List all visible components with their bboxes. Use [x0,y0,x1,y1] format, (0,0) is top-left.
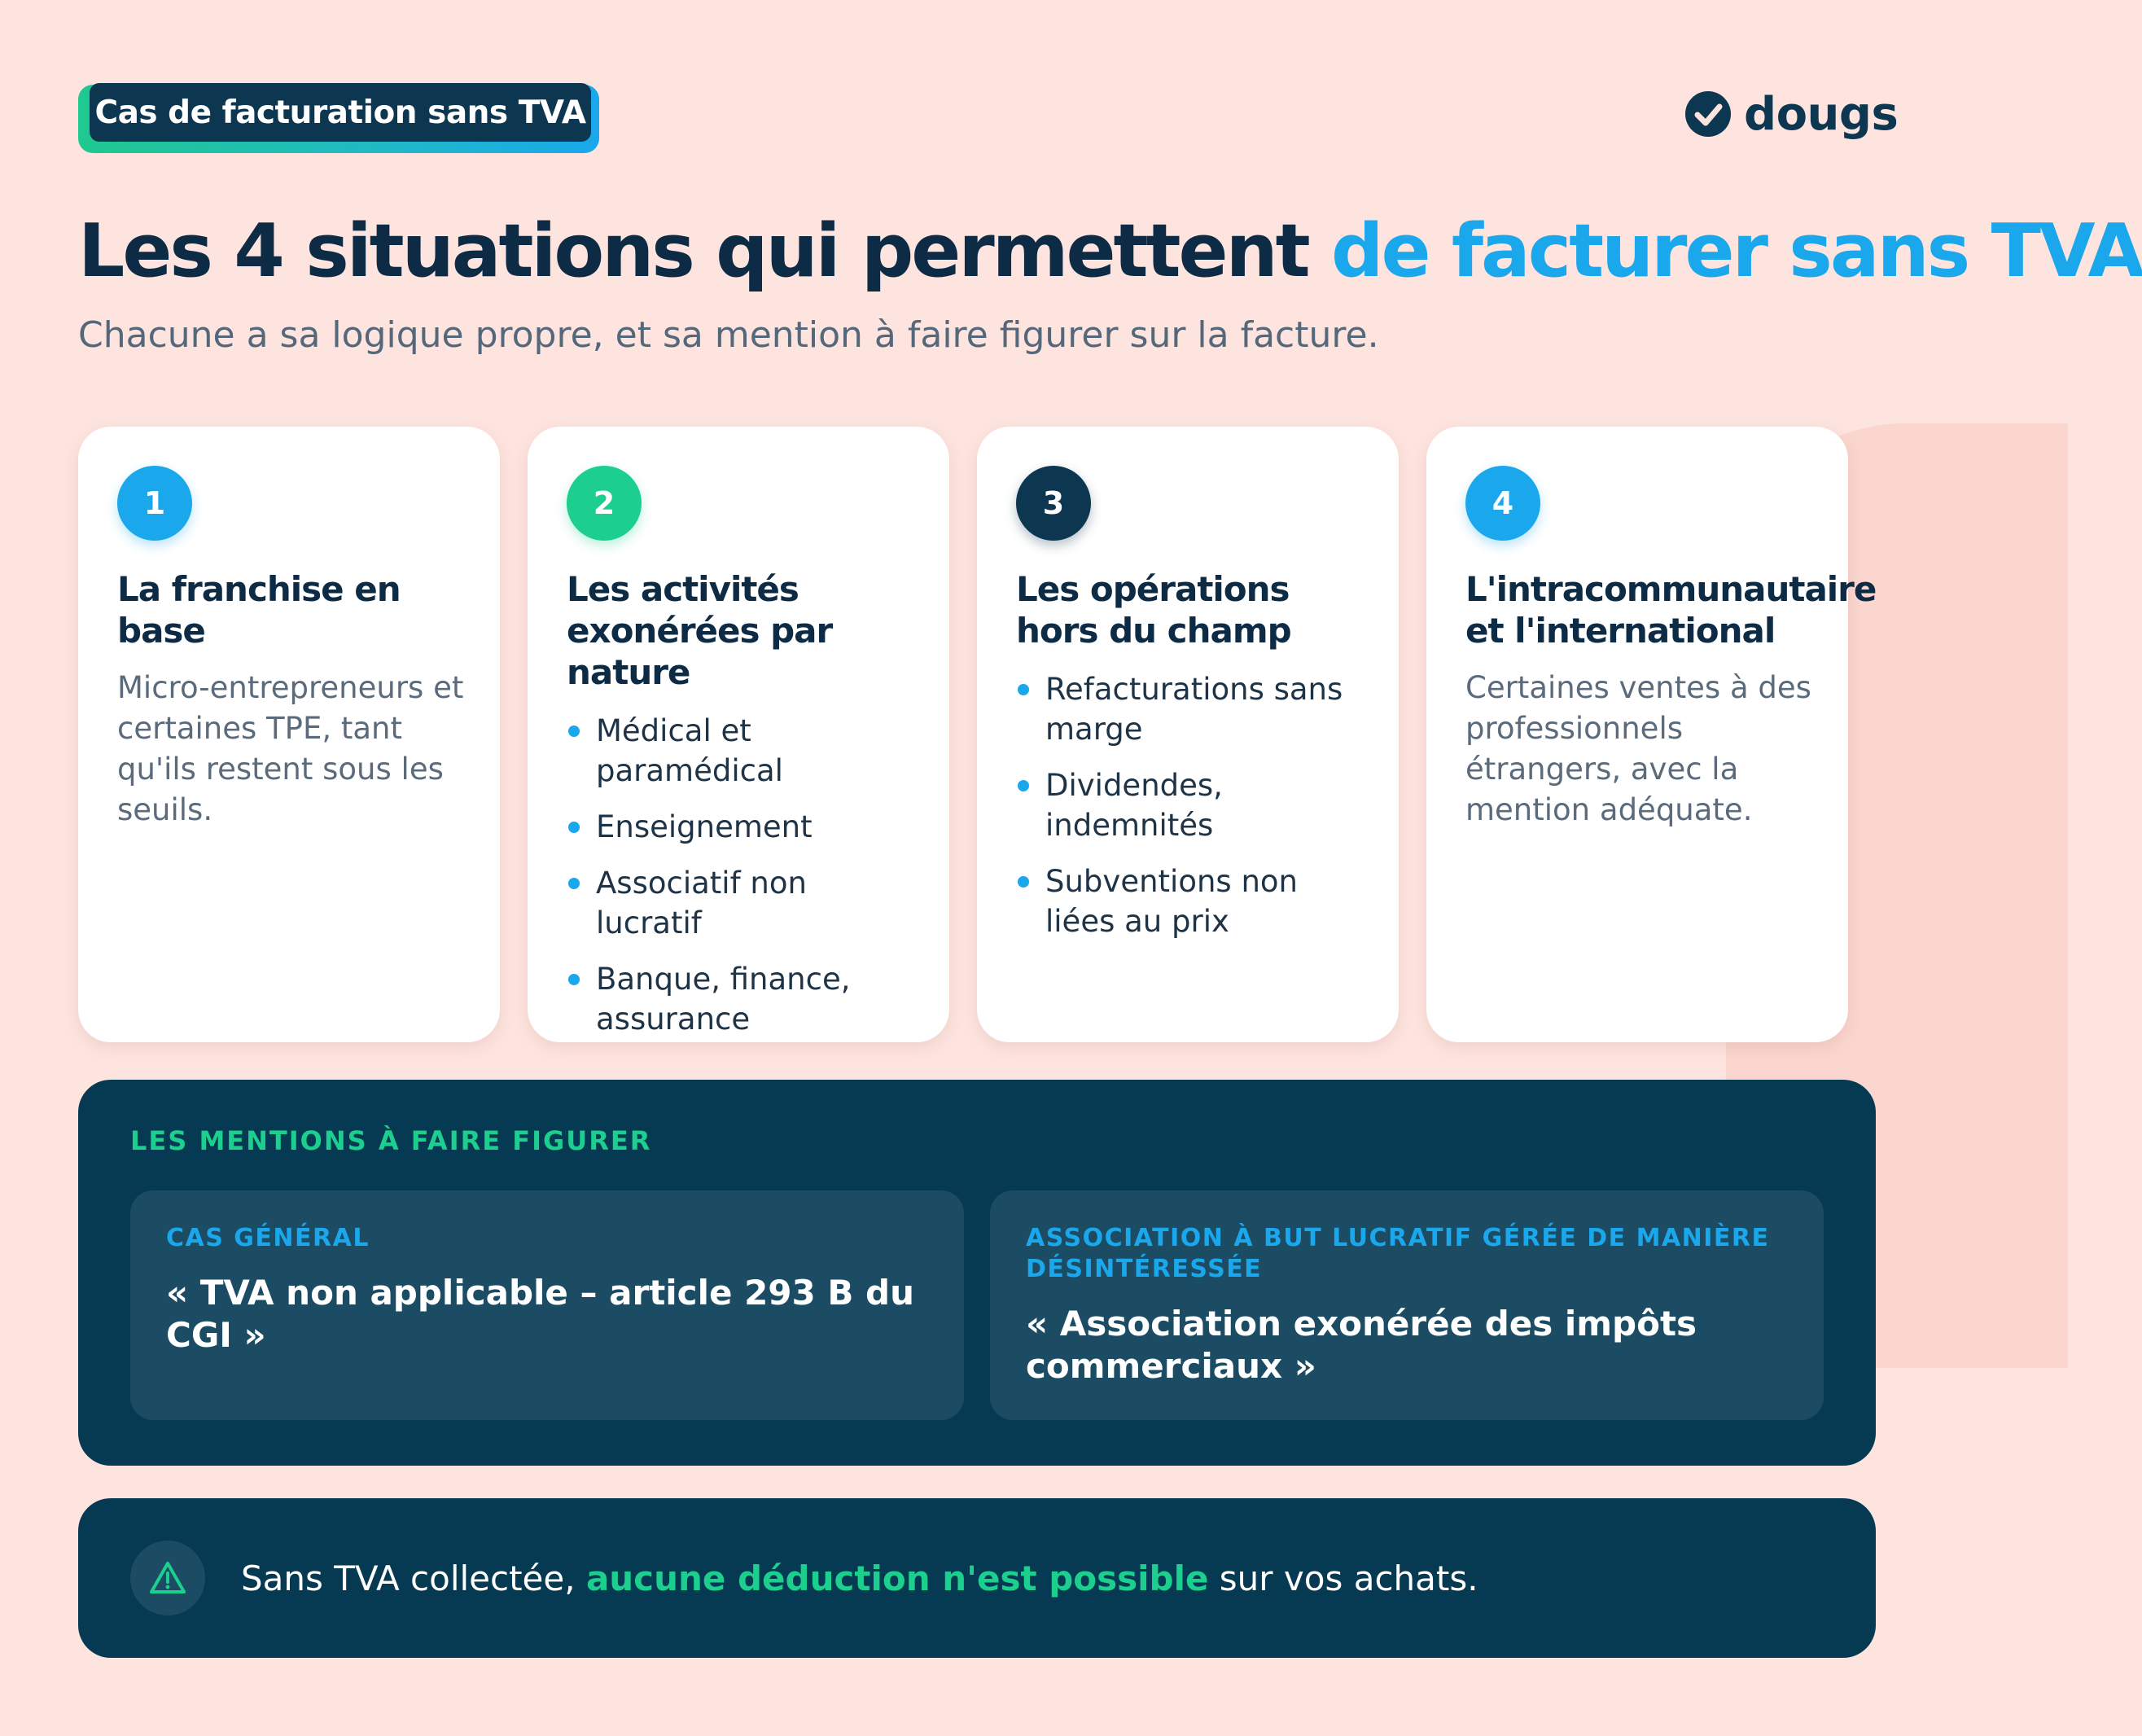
warning-highlight: aucune déduction n'est possible [585,1558,1209,1598]
mention-label: ASSOCIATION À BUT LUCRATIF GÉRÉE DE MANIÈRE DÉSINTÉRESSÉE [1026,1224,1770,1283]
card-title: Les opérations hors du champ [1016,569,1291,651]
mention-text: « TVA non applicable – article 293 B du CGI » [166,1273,914,1355]
category-tag [78,78,609,153]
mention-label: CAS GÉNÉRAL [166,1224,370,1252]
mentions-heading: LES MENTIONS À FAIRE FIGURER [130,1125,652,1156]
card-title: L'intracommunautaire et l'international [1465,569,1877,651]
card-number-badge: 4 [1465,466,1540,541]
card-description: Certaines ventes à des professionnels étrangers, avec la mention adéquate. [1465,670,1811,827]
mentions-panel [78,1080,1876,1466]
card-list [567,711,917,1039]
warning-text [241,1558,1478,1598]
card-title: La franchise en base [117,569,401,651]
title-accent: de facturer sans TVA [1331,208,2142,294]
warning-icon-circle [130,1541,205,1615]
list-item: Subventions non liées au prix [1016,861,1366,941]
card-list [1016,669,1366,941]
card-title: Les activités exonérées par nature [567,569,833,692]
list-item: Dividendes, indemnités [1016,765,1366,845]
warning-triangle-icon [148,1558,187,1598]
warning-bar [78,1498,1876,1658]
list-item: Refacturations sans marge [1016,669,1366,749]
situation-card-2 [528,427,949,1042]
situation-card-1 [78,427,500,1042]
check-badge-icon [1684,90,1732,138]
page-title [78,208,2142,294]
mention-association-box [990,1190,1824,1420]
card-number-badge: 1 [117,466,192,541]
category-tag-label: Cas de facturation sans TVA [90,83,591,142]
warning-text-after: sur vos achats. [1208,1558,1478,1598]
card-number-badge: 2 [567,466,642,541]
situation-card-4 [1426,427,1877,1042]
dougs-logo [1684,85,1898,143]
mention-text: « Association exonérée des impôts commerciaux » [1026,1304,1697,1386]
situation-cards [78,427,1876,1042]
situation-card-3 [977,427,1399,1042]
title-main: Les 4 situations qui permettent [78,208,1332,294]
card-description: Micro-entrepreneurs et certaines TPE, tant qu'ils restent sous les seuils. [117,670,464,827]
list-item: Associatif non lucratif [567,863,917,943]
list-item: Médical et paramédical [567,711,917,791]
list-item: Enseignement [567,807,917,847]
mention-general-box [130,1190,964,1420]
page-subtitle: Chacune a sa logique propre, et sa mention à faire figurer sur la facture. [78,314,1379,356]
card-number-badge: 3 [1016,466,1091,541]
logo-text: dougs [1744,87,1899,141]
list-item: Banque, finance, assurance [567,959,917,1039]
warning-text-before: Sans TVA collectée, [241,1558,586,1598]
